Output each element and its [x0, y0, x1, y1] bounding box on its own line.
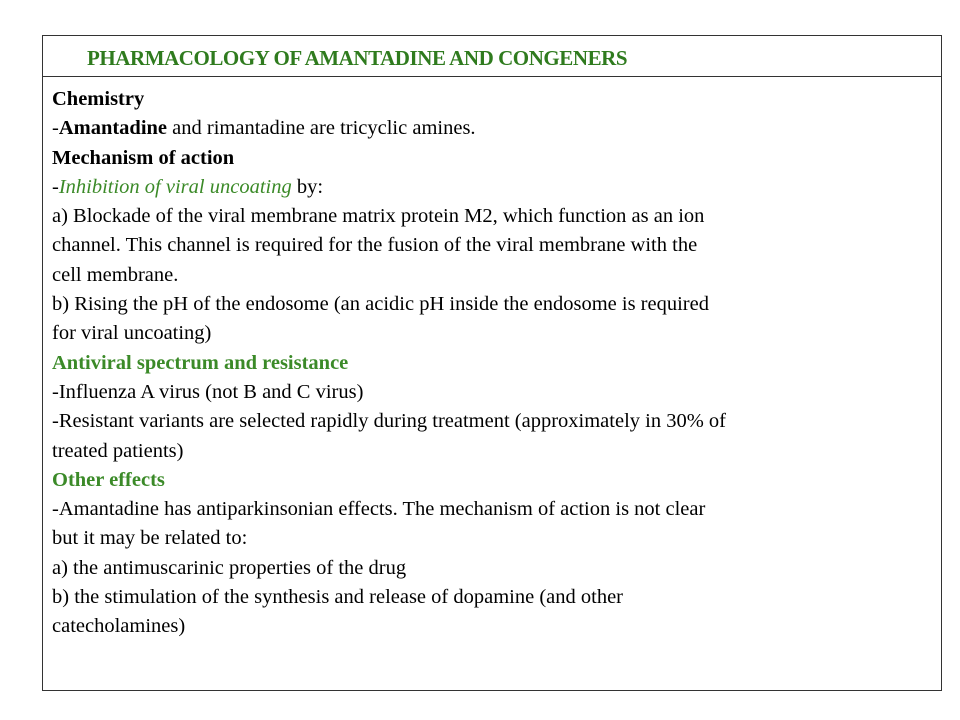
chemistry-line-rest: and rimantadine are tricyclic amines.: [167, 117, 476, 140]
chemistry-line-prefix: -: [52, 117, 59, 140]
uncoating-term: Inhibition of viral uncoating: [58, 175, 292, 198]
spectrum-line-1: -Influenza A virus (not B and C virus): [52, 380, 364, 403]
chemistry-line: [52, 114, 931, 143]
other-b-line-1: b) the stimulation of the synthesis and release of dopamine (and other: [52, 586, 623, 609]
other-b-line-2: catecholamines): [52, 615, 186, 638]
other-a-line: a) the antimuscarinic properties of the drug: [52, 556, 407, 579]
other-line-1: -Amantadine has antiparkinsonian effects. The mechanism of action is not clear: [52, 498, 706, 521]
mechanism-line: [52, 173, 931, 202]
mechanism-b-line-1: b) Rising the pH of the endosome (an acidic pH inside the endosome is required: [52, 293, 709, 316]
other-effects-heading: Other effects: [52, 468, 165, 491]
page-title: PHARMACOLOGY OF AMANTADINE AND CONGENERS: [87, 45, 628, 70]
table-header-row: [43, 36, 941, 77]
table-body-cell: [43, 77, 941, 642]
mechanism-a-line-3: cell membrane.: [52, 263, 179, 286]
mechanism-a-line-2: channel. This channel is required for the fusion of the viral membrane with the: [52, 234, 698, 257]
chemistry-heading: Chemistry: [52, 88, 145, 110]
content-table: [42, 35, 942, 691]
amantadine-term: Amantadine: [58, 117, 168, 140]
mechanism-line-rest: by:: [291, 175, 324, 198]
mechanism-b-line-2: for viral uncoating): [52, 322, 212, 345]
mechanism-a-line-1: a) Blockade of the viral membrane matrix protein M2, which function as an ion: [52, 205, 705, 228]
spectrum-heading: Antiviral spectrum and resistance: [52, 351, 349, 374]
spectrum-line-2: -Resistant variants are selected rapidly during treatment (approximately in 30% of: [52, 410, 726, 433]
other-line-2: but it may be related to:: [52, 527, 248, 550]
mechanism-heading: Mechanism of action: [52, 146, 235, 169]
mechanism-line-prefix: -: [52, 175, 59, 198]
spectrum-line-3: treated patients): [52, 439, 184, 462]
